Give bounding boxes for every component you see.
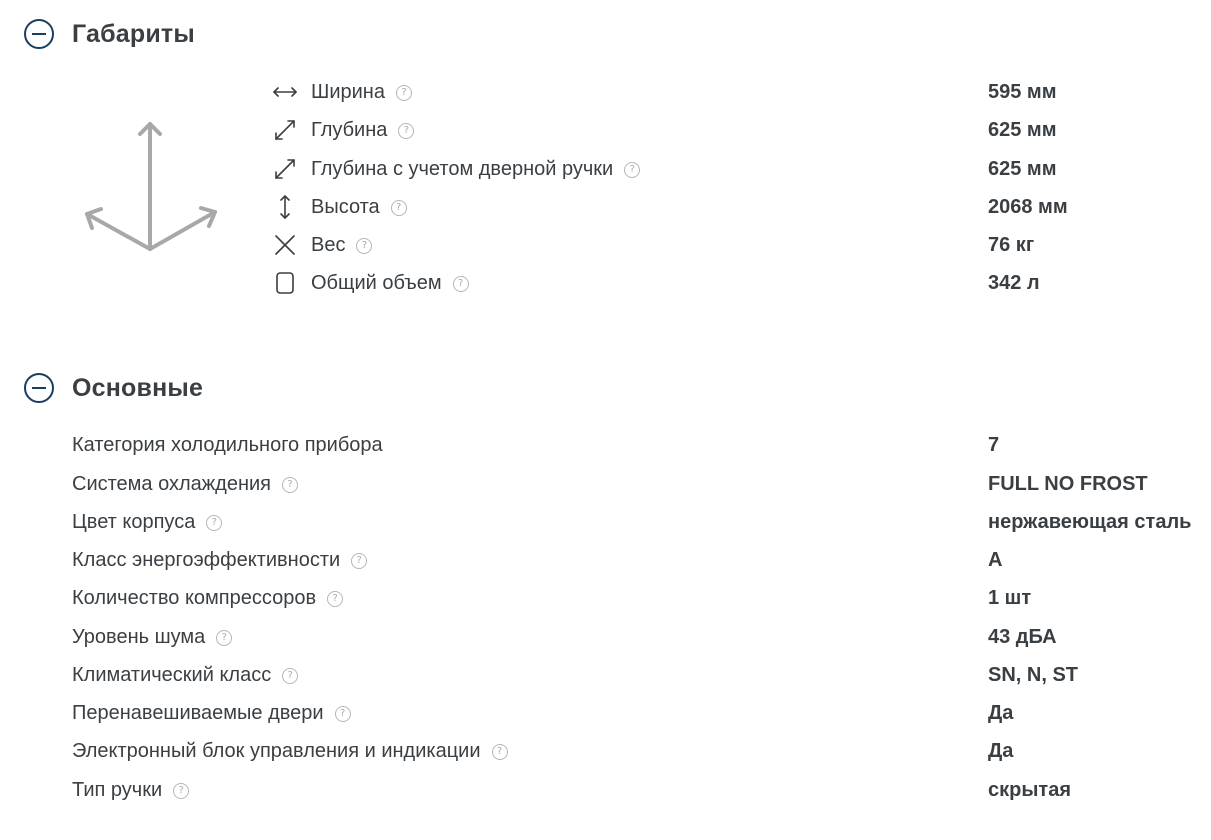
help-question-icon[interactable]: ? [173,783,189,799]
help-question-icon[interactable]: ? [327,591,343,607]
spec-label: Тип ручки [72,778,163,801]
spec-label: Уровень шума [72,625,206,648]
collapse-minus-icon[interactable] [24,19,54,49]
help-question-icon[interactable]: ? [396,85,412,101]
spec-label: Ширина [311,80,385,103]
help-question-icon[interactable]: ? [492,744,508,760]
spec-value-climate-class: SN, N, ST [988,663,1079,686]
spec-row-climate-class [72,660,298,690]
weight-cross-icon [273,233,297,257]
spec-value-electronic-control: Да [988,739,1014,762]
spec-row-electronic-control [72,736,508,766]
spec-label: Климатический класс [72,663,272,686]
spec-label: Цвет корпуса [72,510,196,533]
spec-value-cooling-system: FULL NO FROST [988,472,1148,495]
dimensions-3d-arrows-icon [80,112,225,262]
spec-row-noise-level [72,622,232,652]
height-arrows-icon [273,195,297,219]
spec-row-category [72,430,383,460]
spec-value-noise-level: 43 дБА [988,625,1057,648]
spec-label: Система охлаждения [72,472,272,495]
spec-label: Электронный блок управления и индикации [72,739,481,762]
help-question-icon[interactable]: ? [206,515,222,531]
section-header-main[interactable] [24,371,203,405]
spec-label: Общий объем [311,271,442,294]
spec-value-depth-with-handle: 625 мм [988,157,1057,180]
help-question-icon[interactable]: ? [216,630,232,646]
spec-label: Категория холодильного прибора [72,433,383,456]
spec-row-volume [273,268,469,298]
spec-label: Перенавешиваемые двери [72,701,324,724]
volume-box-icon [273,271,297,295]
spec-row-reversible-doors [72,698,351,728]
help-question-icon[interactable]: ? [624,162,640,178]
help-question-icon[interactable]: ? [351,553,367,569]
depth-arrows-icon [273,118,297,142]
spec-value-energy-class: A [988,548,1003,571]
spec-value-handle-type: скрытая [988,778,1072,801]
spec-row-compressors [72,583,343,613]
spec-value-body-color: нержавеющая сталь [988,510,1192,533]
section-title-dimensions: Габариты [72,19,195,48]
help-question-icon[interactable]: ? [282,668,298,684]
spec-row-height [273,192,407,222]
spec-row-handle-type [72,775,189,805]
help-question-icon[interactable]: ? [453,276,469,292]
spec-row-depth-with-handle [273,154,640,184]
spec-row-body-color [72,507,222,537]
spec-value-height: 2068 мм [988,195,1068,218]
spec-value-reversible-doors: Да [988,701,1014,724]
spec-row-weight [273,230,372,260]
section-title-main: Основные [72,373,204,402]
spec-row-cooling-system [72,469,298,499]
spec-label: Глубина [311,118,388,141]
help-question-icon[interactable]: ? [398,123,414,139]
help-question-icon[interactable]: ? [391,200,407,216]
spec-value-width: 595 мм [988,80,1057,103]
section-header-dimensions[interactable] [24,17,195,51]
spec-label: Вес [311,233,346,256]
spec-value-compressors: 1 шт [988,586,1032,609]
collapse-minus-icon[interactable] [24,373,54,403]
spec-label: Глубина с учетом дверной ручки [311,157,614,180]
help-question-icon[interactable]: ? [282,477,298,493]
depth-arrows-icon [273,157,297,181]
help-question-icon[interactable]: ? [356,238,372,254]
spec-row-depth [273,115,414,145]
spec-label: Класс энергоэффективности [72,548,341,571]
spec-value-category: 7 [988,433,1000,456]
spec-label: Количество компрессоров [72,586,317,609]
spec-row-energy-class [72,545,367,575]
help-question-icon[interactable]: ? [335,706,351,722]
spec-row-width [273,77,412,107]
spec-value-depth: 625 мм [988,118,1057,141]
spec-label: Высота [311,195,380,218]
spec-value-weight: 76 кг [988,233,1035,256]
width-arrows-icon [273,80,297,104]
spec-value-volume: 342 л [988,271,1040,294]
